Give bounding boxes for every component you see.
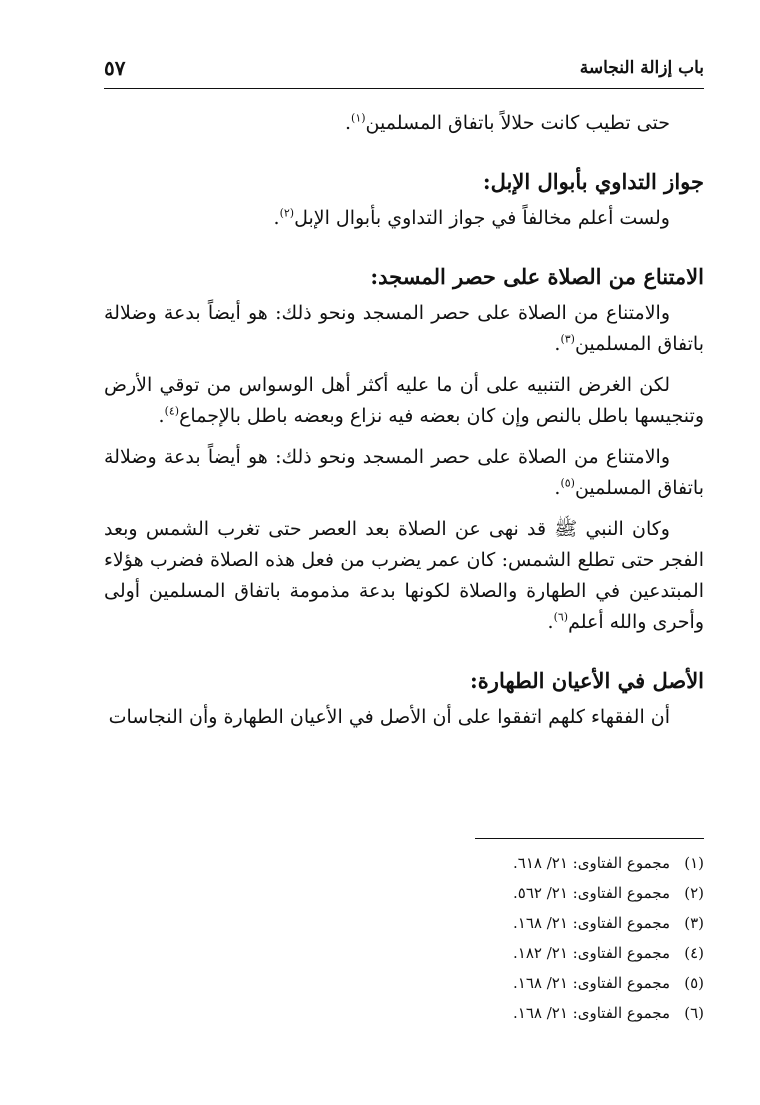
footnote-divider [475, 838, 704, 839]
paragraph-end: . [273, 207, 280, 229]
footnote-item [104, 998, 704, 1028]
paragraph-3 [104, 298, 704, 360]
footnote-ref: (٦) [553, 610, 569, 624]
footnote-number: (٦) [684, 1004, 704, 1022]
footnote-text: مجموع الفتاوى: ٢١/ ٥٦٢. [513, 884, 670, 902]
paragraph-4 [104, 370, 704, 432]
paragraph-2 [104, 203, 704, 234]
footnote-ref: (١) [351, 111, 366, 125]
section-heading-camel-urine: جواز التداوي بأبوال الإبل: [482, 169, 704, 194]
paragraph-1 [104, 108, 704, 139]
footnote-number: (٢) [684, 884, 704, 902]
footnote-number: (٥) [684, 974, 704, 992]
paragraph-end: . [554, 477, 561, 499]
paragraph-6 [104, 514, 704, 638]
footnote-ref: (٢) [279, 206, 295, 220]
section-heading-mosque-mats: الامتناع من الصلاة على حصر المسجد: [370, 264, 704, 289]
paragraph-end: . [554, 333, 561, 355]
paragraph-end: . [158, 405, 165, 427]
paragraph-end: . [344, 112, 352, 134]
footnote-number: (٤) [684, 944, 704, 962]
footnote-item [104, 968, 704, 998]
page-number: ٥٧ [104, 56, 126, 80]
footnote-item [104, 878, 704, 908]
paragraph-text: أن الفقهاء كلهم اتفقوا على أن الأصل في الأعيان الطهارة وأن النجاسات [108, 706, 670, 728]
footnote-item [104, 908, 704, 938]
paragraph-text: لكن الغرض التنبيه على أن ما عليه أكثر أهل الوسواس من توقي الأرض وتنجيسها باطل بالنص وإن كان بعضه فيه نزاع وبعضه باطل بالإجماع [104, 374, 704, 427]
chapter-title: باب إزالة النجاسة [579, 58, 704, 78]
header-divider [104, 88, 704, 89]
footnote-text: مجموع الفتاوى: ٢١/ ٦١٨. [513, 854, 670, 872]
footnote-ref: (٣) [560, 332, 575, 346]
footnotes [104, 848, 704, 1028]
footnote-text: مجموع الفتاوى: ٢١/ ١٦٨. [513, 1004, 670, 1022]
footnote-ref: (٤) [164, 404, 180, 418]
paragraph-text: والامتناع من الصلاة على حصر المسجد ونحو ذلك: هو أيضاً بدعة وضلالة باتفاق المسلمين [104, 446, 704, 499]
footnote-ref: (٥) [560, 476, 575, 490]
footnote-item [104, 848, 704, 878]
footnote-text: مجموع الفتاوى: ٢١/ ١٦٨. [513, 974, 670, 992]
paragraph-text: والامتناع من الصلاة على حصر المسجد ونحو ذلك: هو أيضاً بدعة وضلالة باتفاق المسلمين [104, 302, 704, 355]
running-header [104, 58, 704, 88]
paragraph-text: ولست أعلم مخالفاً في جواز التداوي بأبوال الإبل [294, 207, 670, 229]
paragraph-text: حتى تطيب كانت حلالاً باتفاق المسلمين [365, 112, 670, 134]
page-body [104, 108, 704, 743]
paragraph-end: . [547, 611, 554, 633]
paragraph-5 [104, 442, 704, 504]
footnote-number: (١) [684, 854, 704, 872]
footnote-text: مجموع الفتاوى: ٢١/ ١٦٨. [513, 914, 670, 932]
paragraph-7 [104, 702, 704, 733]
footnote-item [104, 938, 704, 968]
section-heading-purity-principle: الأصل في الأعيان الطهارة: [470, 668, 704, 693]
paragraph-text: وكان النبي ﷺ قد نهى عن الصلاة بعد العصر حتى تغرب الشمس وبعد الفجر حتى تطلع الشمس: كان عمر يضرب من فعل هذه الصلاة فضرب هؤلاء المبتدعين في الطهارة والصلاة لكونها بدعة مذمومة باتفاق المسلمين أولى وأحرى والله أعلم [104, 518, 704, 633]
footnote-text: مجموع الفتاوى: ٢١/ ١٨٢. [513, 944, 670, 962]
footnote-number: (٣) [684, 914, 704, 932]
